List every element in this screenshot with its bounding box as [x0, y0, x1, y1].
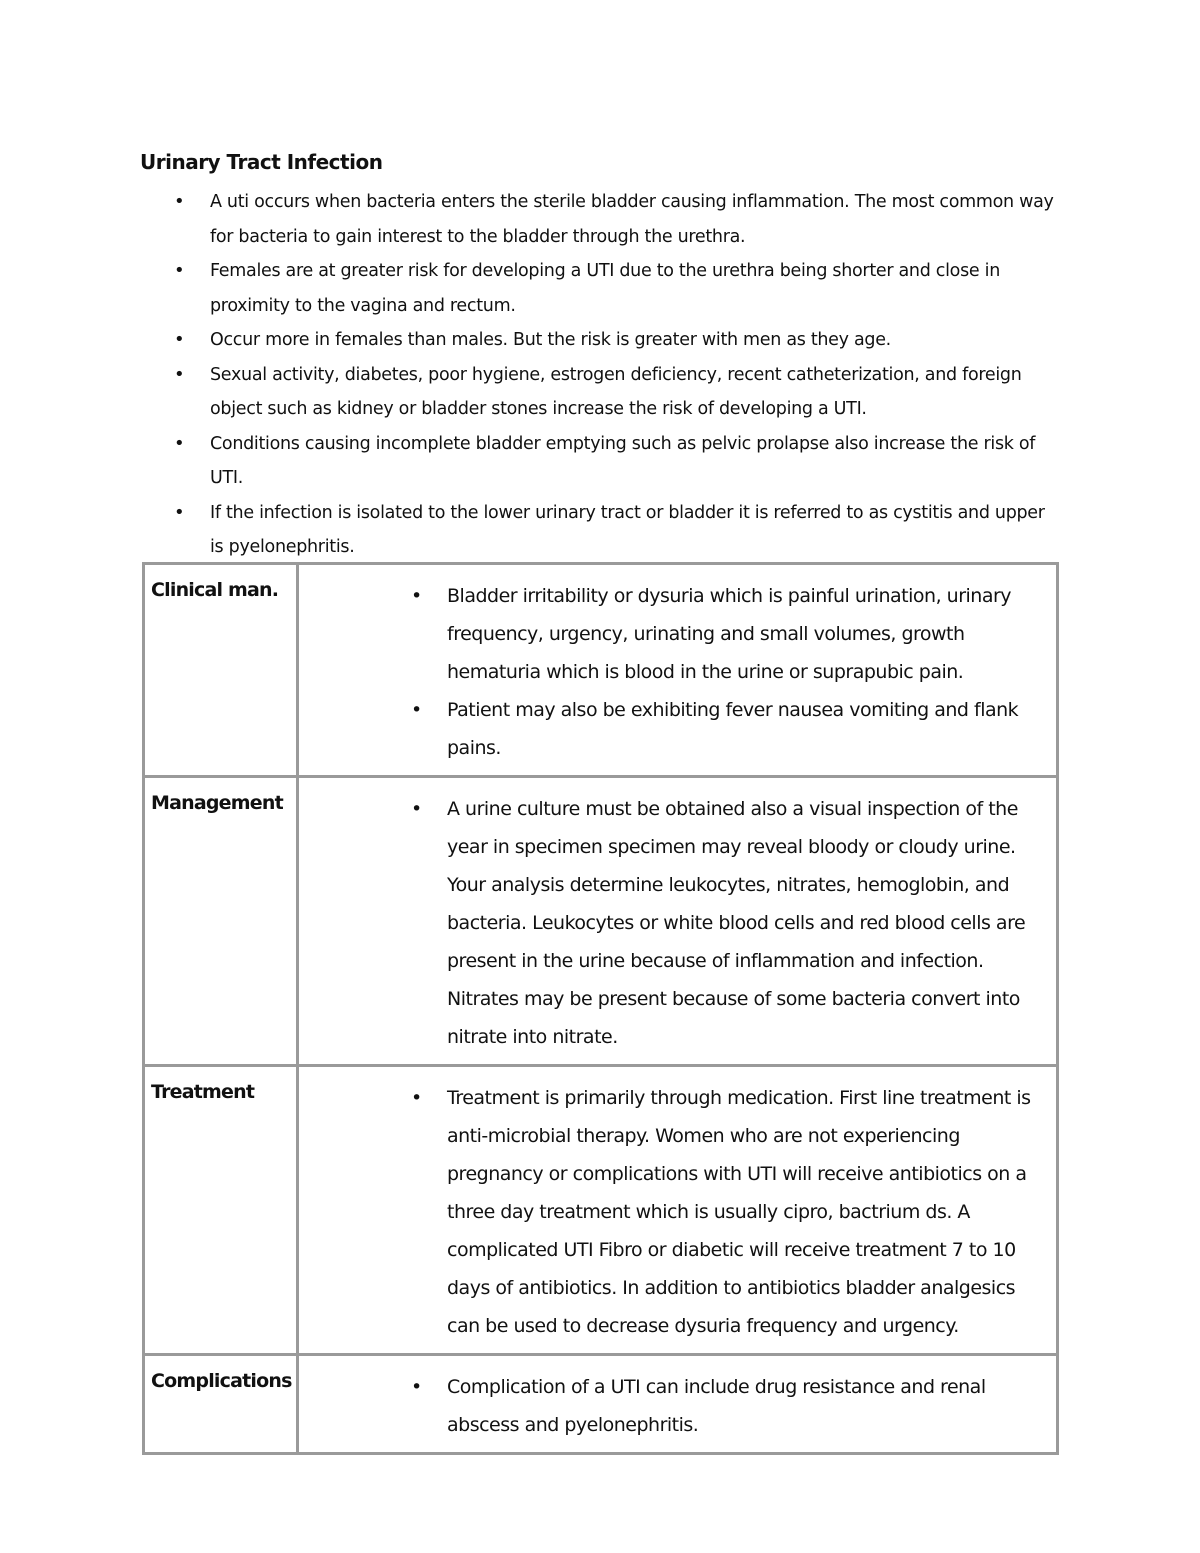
intro-bullet: • Sexual activity, diabetes, poor hygiene, estrogen deficiency, recent catheterization, and foreign object such as kidney or bladder stones increase the risk of developing a UTI. — [140, 358, 1060, 427]
intro-bullet: • Females are at greater risk for developing a UTI due to the urethra being shorter and close in proximity to the vagina and rectum. — [140, 254, 1060, 323]
row-bullet-list — [299, 1067, 1056, 1353]
info-table — [142, 562, 1059, 1455]
table-row-clinical — [144, 564, 1058, 777]
row-bullet: • Patient may also be exhibiting fever nausea vomiting and flank pains. — [447, 691, 1046, 767]
document-title: Urinary Tract Infection — [140, 150, 383, 174]
intro-bullet: • A uti occurs when bacteria enters the sterile bladder causing inflammation. The most common way for bacteria to gain interest to the bladder through the urethra. — [140, 185, 1060, 254]
table-row-management — [144, 777, 1058, 1066]
intro-bullet: • Occur more in females than males. But the risk is greater with men as they age. — [140, 323, 1060, 358]
intro-bullet: • Conditions causing incomplete bladder emptying such as pelvic prolapse also increase the risk of UTI. — [140, 427, 1060, 496]
row-bullet-list — [299, 565, 1056, 775]
row-bullet: • A urine culture must be obtained also a visual inspection of the year in specimen specimen may reveal bloody or cloudy urine. Your analysis determine leukocytes, nitrates, hemoglobin, and bacteria. Leukocytes or white blood cells and red blood cells are present in the urine because of inflammation and infection. Nitrates may be present because of some bacteria convert into nitrate into nitrate. — [447, 790, 1046, 1056]
row-label: Management — [144, 777, 298, 1066]
row-label: Treatment — [144, 1066, 298, 1355]
row-content — [298, 777, 1058, 1066]
row-label: Clinical man. — [144, 564, 298, 777]
row-bullet: • Treatment is primarily through medication. First line treatment is anti-microbial therapy. Women who are not experiencing pregnancy or complications with UTI will receive antibiotics on a three day treatment which is usually cipro, bactrium ds. A complicated UTI Fibro or diabetic will receive treatment 7 to 10 days of antibiotics. In addition to antibiotics bladder analgesics can be used to decrease dysuria frequency and urgency. — [447, 1079, 1046, 1345]
intro-bullet-list — [140, 185, 1060, 565]
row-bullet: • Bladder irritability or dysuria which is painful urination, urinary frequency, urgency, urinating and small volumes, growth hematuria which is blood in the urine or suprapubic pain. — [447, 577, 1046, 691]
row-label: Complications — [144, 1355, 298, 1454]
row-content — [298, 1355, 1058, 1454]
row-content — [298, 564, 1058, 777]
row-bullet: • Complication of a UTI can include drug resistance and renal abscess and pyelonephritis. — [447, 1368, 1046, 1444]
row-bullet-list — [299, 778, 1056, 1064]
table-row-treatment — [144, 1066, 1058, 1355]
row-bullet-list — [299, 1356, 1056, 1452]
table-row-complications — [144, 1355, 1058, 1454]
intro-bullet: • If the infection is isolated to the lower urinary tract or bladder it is referred to as cystitis and upper is pyelonephritis. — [140, 496, 1060, 565]
row-content — [298, 1066, 1058, 1355]
